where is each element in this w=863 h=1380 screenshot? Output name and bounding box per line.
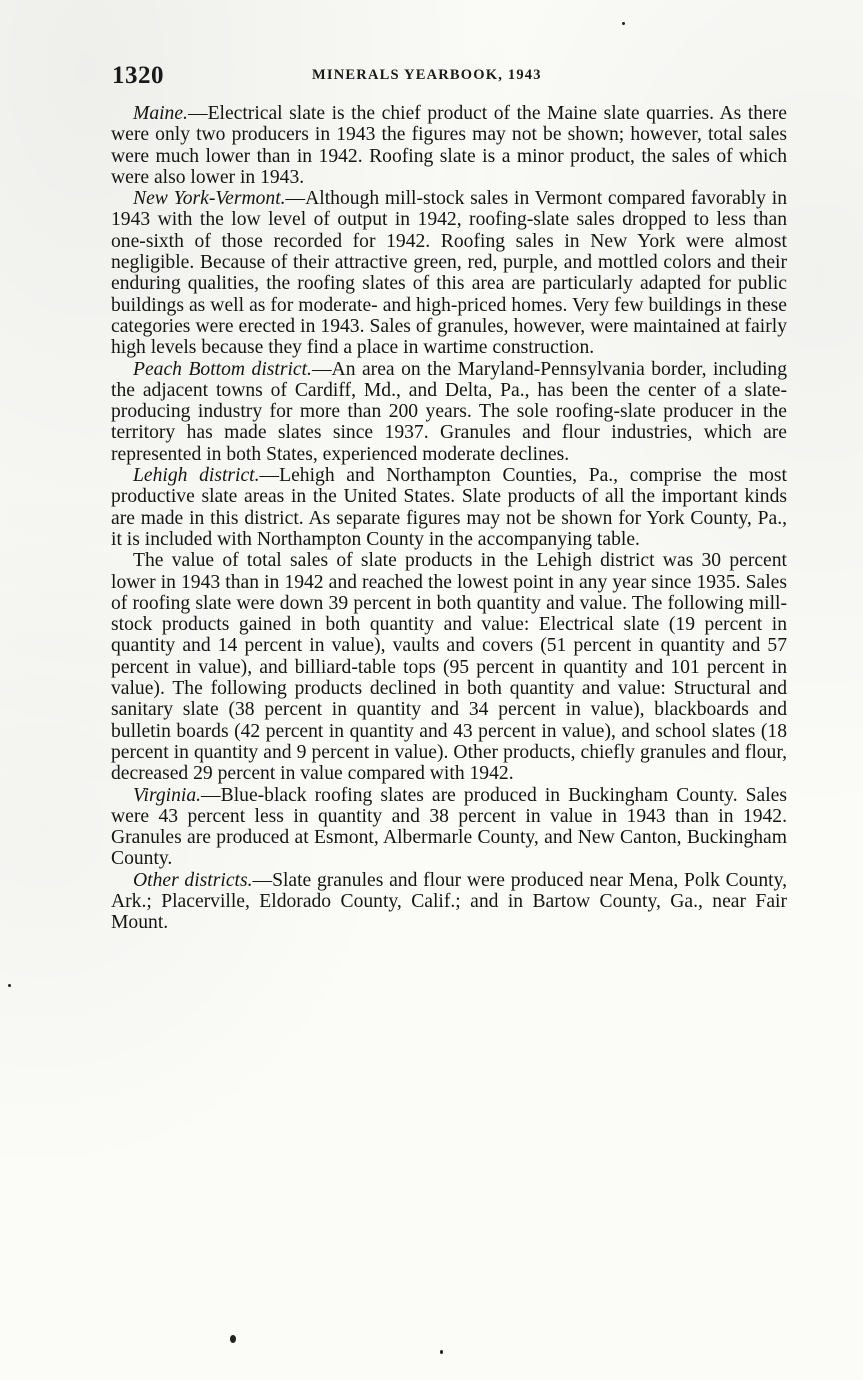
scan-speck bbox=[230, 1335, 236, 1343]
body-text bbox=[111, 103, 787, 934]
paragraph-text: —Although mill-stock sales in Vermont compared favorably in 1943 with the low level of output in 1942, roofing-slate sales dropped to less than one-sixth of those recorded for 1942. Roofing sales in New York were almost negligible. Because of their attractive green, red, purple, and mottled colors and their enduring qualities, the roofing slates of this area are particularly adapted for public buildings as well as for moderate- and high-priced homes. Very few buildings in these categories were erected in 1943. Sales of granules, however, were maintained at fairly high levels because they find a place in wartime construction. bbox=[111, 188, 787, 359]
scan-speck bbox=[440, 1350, 443, 1354]
paragraph-new-york-vermont bbox=[111, 188, 787, 358]
paragraph-lead: Lehigh district. bbox=[133, 465, 260, 487]
paragraph-text: —Slate granules and flour were produced near Mena, Polk County, Ark.; Placerville, Eldorado County, Calif.; and in Bartow County, Ga., near Fair Mount. bbox=[111, 869, 787, 934]
paragraph-lehigh bbox=[111, 465, 787, 550]
scan-speck bbox=[622, 22, 625, 25]
paragraph-virginia bbox=[111, 785, 787, 870]
paragraph-lead: Virginia. bbox=[133, 784, 202, 806]
paragraph-lead: Other districts. bbox=[133, 869, 253, 891]
paragraph-lead: Peach Bottom district. bbox=[133, 358, 312, 380]
paragraph-text: The value of total sales of slate products in the Lehigh district was 30 percent lower in 1943 than in 1942 and reached the lowest point in any year since 1935. Sales of roofing slate were down 39 percent in both quantity and value. The following mill-stock products gained in both quantity and value: Electrical slate (19 percent in quantity and 14 percent in value), vaults and covers (51 percent in quantity and 57 percent in value), and billiard-table tops (95 percent in quantity and 101 percent in value). The following products declined in both quantity and value: Structural and sanitary slate (38 percent in quantity and 34 percent in value), blackboards and bulletin boards (42 percent in quantity and 43 percent in value), and school slates (18 percent in quantity and 9 percent in value). Other products, chiefly granules and flour, decreased 29 percent in value compared with 1942. bbox=[111, 550, 787, 785]
paragraph-lehigh-value bbox=[111, 550, 787, 784]
paragraph-text: —Lehigh and Northampton Counties, Pa., comprise the most productive slate areas in the United States. Slate products of all the important kinds are made in this district. As separate figures may not be shown for York County, Pa., it is included with Northampton County in the accompanying table. bbox=[111, 465, 787, 550]
paragraph-other-districts bbox=[111, 870, 787, 934]
paragraph-text: —An area on the Maryland-Pennsylvania border, including the adjacent towns of Cardiff, Md., and Delta, Pa., has been the center of a slate-producing industry for more than 200 years. The sole roofing-slate producer in the territory has made slates since 1937. Granules and flour industries, which are represented in both States, experienced moderate declines. bbox=[111, 358, 787, 465]
paragraph-maine bbox=[111, 103, 787, 188]
page-header bbox=[112, 62, 792, 92]
paragraph-lead: Maine. bbox=[133, 103, 188, 124]
paragraph-peach-bottom bbox=[111, 359, 787, 465]
scan-speck bbox=[8, 984, 11, 987]
paragraph-text: —Blue-black roofing slates are produced in Buckingham County. Sales were 43 percent less in quantity and 38 percent in value in 1943 than in 1942. Granules are produced at Esmont, Albermarle County, and New Canton, Buckingham County. bbox=[111, 784, 787, 870]
paragraph-lead: New York-Vermont. bbox=[133, 188, 286, 210]
page-number: 1320 bbox=[112, 62, 164, 89]
paragraph-text: —Electrical slate is the chief product of the Maine slate quarries. As there were only two producers in 1943 the figures may not be shown; however, total sales were much lower than in 1942. Roofing slate is a minor product, the sales of which were also lower in 1943. bbox=[111, 103, 787, 188]
running-head: MINERALS YEARBOOK, 1943 bbox=[312, 67, 542, 83]
